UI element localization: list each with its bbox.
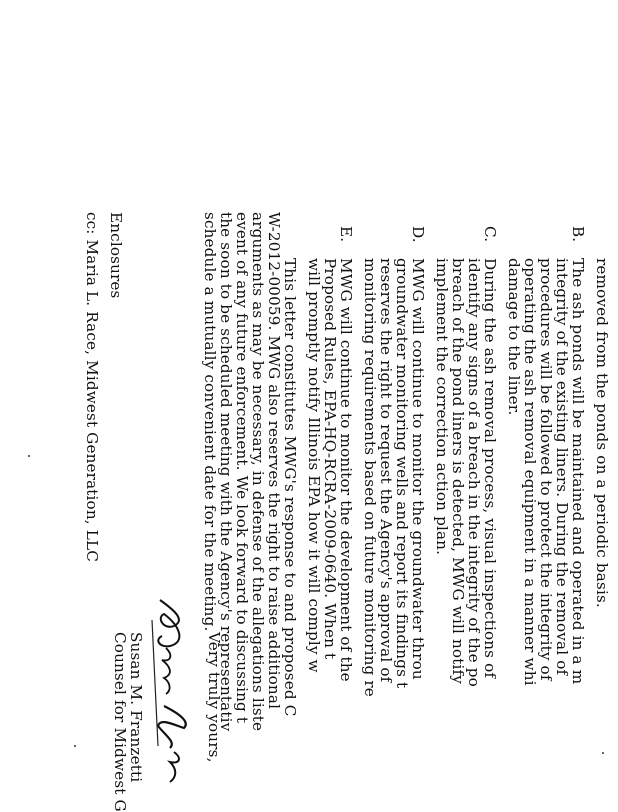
item-b-marker: B. xyxy=(569,226,587,243)
closing-paragraph-line: schedule a mutually convenient date for the meeting. xyxy=(201,212,219,632)
signer-name: Susan M. Franzetti xyxy=(127,632,145,783)
signer-title: Counsel for Midwest G xyxy=(111,632,129,812)
paragraph-line: removed from the ponds on a periodic basis. xyxy=(593,258,611,608)
scan-speck xyxy=(602,752,604,754)
item-d-marker: D. xyxy=(409,226,427,243)
item-e-line: MWG will continue to monitor the development of the xyxy=(337,258,355,682)
item-b-line: integrity of the existing liners. During the removal of xyxy=(553,258,571,676)
complimentary-close: Very truly yours, xyxy=(205,632,223,763)
item-c-line: breach of the pond liners is detected, MWG will notify xyxy=(449,258,467,684)
item-c-line: identify any signs of a breach in the integrity of the po xyxy=(465,258,483,687)
enclosures-label: Enclosures xyxy=(107,212,125,299)
item-d-line: MWG will continue to monitor the groundwater throu xyxy=(409,258,427,680)
item-c-marker: C. xyxy=(481,226,499,243)
scan-speck xyxy=(28,455,30,457)
item-c-line: During the ash removal process, visual inspections of xyxy=(481,258,499,679)
closing-paragraph-line: event of any future enforcement. We look forward to discussing t xyxy=(233,212,251,724)
closing-paragraph-line: This letter constitutes MWG's response to and proposed C xyxy=(281,258,299,717)
item-c-line: implement the correction action plan. xyxy=(433,258,451,556)
item-d-line: reserves the right to request the Agency's approval of xyxy=(377,258,395,683)
item-d-line: groundwater monitoring wells and report its findings t xyxy=(393,258,411,689)
cc-line: cc: Maria L. Race, Midwest Generation, LLC xyxy=(83,212,101,562)
item-b-line: damage to the liner. xyxy=(505,258,523,416)
item-b-line: operating the ash removal equipment in a manner whi xyxy=(521,258,539,686)
item-e-line: will promptly notify Illinois EPA how it will comply w xyxy=(305,258,323,673)
item-e-marker: E. xyxy=(337,226,355,243)
closing-paragraph-line: arguments as may be necessary, in defense of the allegations liste xyxy=(249,212,267,732)
item-b-line: procedures will be followed to protect the integrity of xyxy=(537,258,555,681)
closing-paragraph-line: the soon to be scheduled meeting with the Agency's representativ xyxy=(217,212,235,732)
item-e-line: Proposed Rules, EPA-HQ-RCRA-2009-0640. When t xyxy=(321,258,339,660)
scan-speck xyxy=(74,745,76,747)
item-d-line: monitoring requirements based on future monitoring re xyxy=(361,258,379,697)
handwritten-signature xyxy=(144,596,204,796)
item-b-line: The ash ponds will be maintained and operated in a m xyxy=(569,258,587,685)
closing-paragraph-line: W-2012-00059. MWG also reserves the right to raise additional xyxy=(265,212,283,710)
